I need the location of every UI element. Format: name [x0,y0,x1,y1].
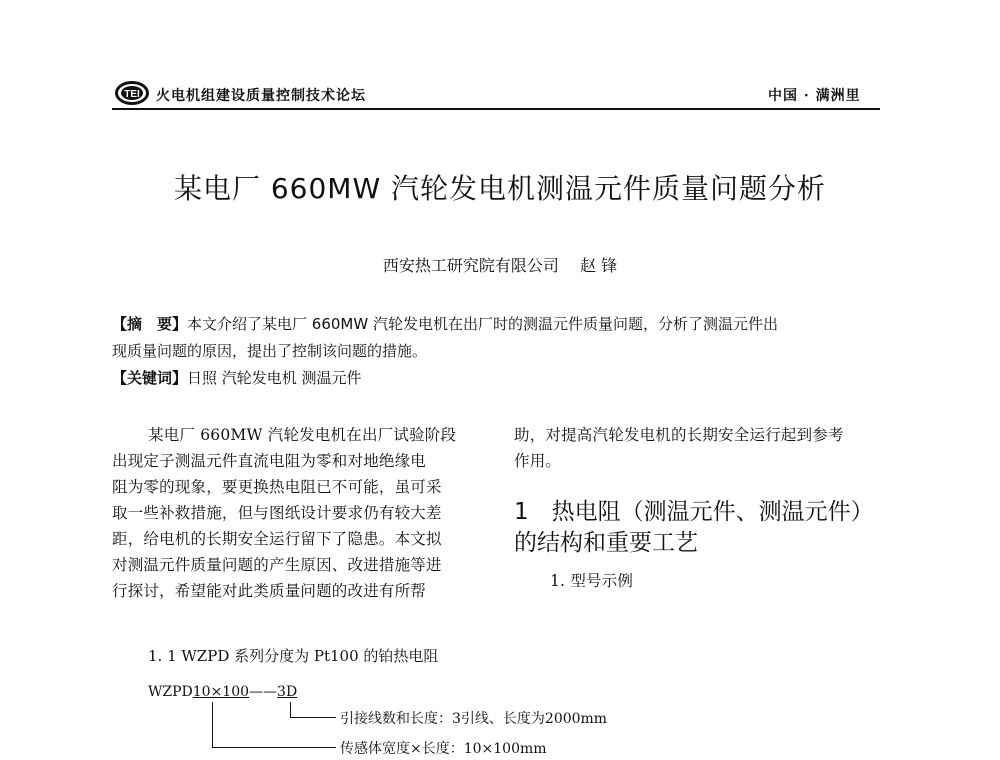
header-logo [114,80,150,106]
section-heading-2: 的结构和重要工艺 [514,530,698,556]
logo-icon [114,80,150,106]
model-code [148,684,297,700]
left-col-line: 某电厂 660MW 汽轮发电机在出厂试验阶段 [148,426,457,444]
connector-line-2-v [212,702,213,748]
connector-line-1-h [290,717,336,718]
author-name: 赵 锋 [580,256,618,275]
abstract-line-2: 现质量问题的原因，提出了控制该问题的措施。 [112,342,428,360]
subheading-model-example: 1. 型号示例 [550,572,634,590]
logo-text: TEI [124,89,140,100]
abstract-label: 【摘 要】 [112,315,188,333]
model-dash: —— [249,684,278,700]
left-col-line: 取一些补救措施，但与图纸设计要求仍有较大差 [112,504,442,522]
keywords-label: 【关键词】 [112,369,188,387]
left-col-line: 对测温元件质量问题的产生原因、改进措施等进 [112,556,442,574]
forum-name: 火电机组建设质量控制技术论坛 [156,88,366,104]
left-col-line: 行探讨，希望能对此类质量问题的改进有所帮 [112,582,427,600]
diagram-label-2: 传感体宽度×长度：10×100mm [340,741,547,757]
header-rule [112,108,880,110]
section-heading-1: 1 热电阻（测温元件、测温元件） [514,499,874,525]
keywords-line [112,367,362,388]
left-col-line: 阻为零的现象，要更换热电阻已不可能，虽可采 [112,478,442,496]
abstract-text-1: 本文介绍了某电厂 660MW 汽轮发电机在出厂时的测温元件质量问题，分析了测温元件出 [187,315,778,333]
author-org: 西安热工研究院有限公司 [382,256,559,275]
right-col-line: 助，对提高汽轮发电机的长期安全运行起到参考 [514,426,844,444]
location: 中国 · 满洲里 [768,88,861,104]
connector-line-2-h [212,747,336,748]
paper-title: 某电厂 660MW 汽轮发电机测温元件质量问题分析 [173,172,827,205]
right-col-line: 作用。 [514,452,562,470]
model-suffix: 3D [277,684,298,700]
abstract-line-1 [112,313,778,334]
model-prefix: WZPD [148,684,193,700]
connector-line-1-v [290,702,291,718]
model-size: 10×100 [192,684,250,700]
author-line [0,253,1000,276]
subsection-heading: 1. 1 WZPD 系列分度为 Pt100 的铂热电阻 [148,647,439,665]
keywords-text: 日照 汽轮发电机 测温元件 [187,369,362,387]
left-col-line: 距，给电机的长期安全运行留下了隐患。本文拟 [112,530,442,548]
diagram-label-1: 引接线数和长度：3引线、长度为2000mm [340,711,608,727]
left-col-line: 出现定子测温元件直流电阻为零和对地绝缘电 [112,452,427,470]
